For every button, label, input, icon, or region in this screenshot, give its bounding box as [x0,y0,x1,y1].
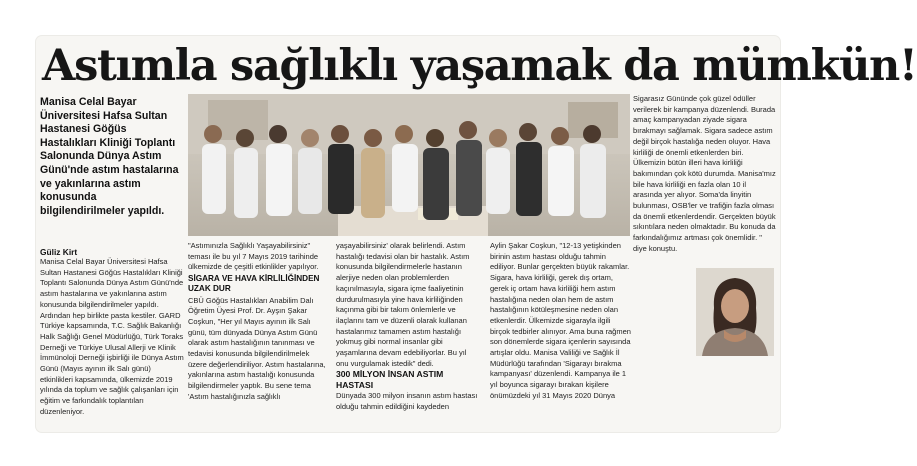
newspaper-clipping [36,36,917,432]
article-column-3 [336,241,478,412]
headline: Astımla sağlıklı yaşamak da mümkün! [42,41,917,91]
subheading-300-million: 300 MİLYON İNSAN ASTIM HASTASI [336,369,444,391]
article-column-4: Aylin Şakar Coşkun, "12-13 yetişkinden birinin astım hastası olduğu tahmin ediliyor. Bunlar gerçekten büyük rakamlar. Sigara, hava kirliliği, gerek dış ortam, gerek iç ortam hava kirliliği hem astım hastalığına neden olan hem de astım hastalığının kötüleşmesine neden olan etkenlerdir. Ülkemizde sigarayla ilgili birçok tedbirler alınıyor. Ama buna rağmen son dönemlerde sigara içenlerin sayısında artışlar oldu. Manisa Valiliği ve Sağlık İl Müdürlüğü tarafından 'Sigarayı bırakma kampanyası' düzenlendi. Kampanya ile 1 yıl boyunca sigarayı bırakan kişilere önümüzdeki yıl 31 Mayıs 2020 Dünya [490,241,631,400]
column-2-text-a: "Astımınızla Sağlıklı Yaşayabilirsiniz" teması ile bu yıl 7 Mayıs 2019 tarihinde ülkemizde de çeşitli etkinlikler yapılıyor. [188,241,319,272]
article-column-1: Manisa Celal Bayar Üniversitesi Hafsa Sultan Hastanesi Göğüs Hastalıkları Kliniği Toplantı Salonunda Dünya Astım Günü'nde astım hastalarına ve yakınlarına astım konusunda bilgilendirilmeler yapıldı. Ardından hep birlikte pasta kestiler. GARD Türkiye kapsamında, T.C. Sağlık Bakanlığı Halk Sağlığı Genel Müdürlüğü, Türk Toraks Derneği ve Türkiye Ulusal Allerji ve Klinik İmmünoloji Derneği işbirliği ile Dünya Astım Günü (Mayıs ayının ilk Salı günü) etkinlikleri kapsamında, ülkemizde 2019 yılında da toplum ve sağlık çalışanları için eğitim ve farkındalık toplantıları düzenleniyor. [40,257,184,416]
column-2-text-b: CBÜ Göğüs Hastalıkları Anabilim Dalı Öğretim Üyesi Prof. Dr. Ayşın Şakar Coşkun, "Her yıl Mayıs ayının ilk Salı günü, tüm dünyada Dünya Astım Günü olarak astım hastalığının tanınması ve tedavisi konusunda bilgilendirilmelek üzere değerlendiriliyor. Astım hastalarına, yakınlarına astım hastalığı konusunda bilgilendirmeler yaptık. Bu sene tema 'Astım hastalığınızla sağlıklı [188,295,326,401]
lead-paragraph: Manisa Celal Bayar Üniversitesi Hafsa Sultan Hastanesi Göğüs Hastalıkları Kliniği Toplantı Salonunda Dünya Astım Günü'nde astım hastalarına ve yakınlarına astım konusunda bilgilendirilmeler yapıldı. [40,96,179,217]
portrait-photo-icon [696,268,774,356]
byline: Güliz Kirt [40,247,78,257]
article-column-2 [188,241,330,403]
article-column-5: Sigarasız Gününde çok güzel ödüller verilerek bir kampanya düzenlendi. Burada amaç kampanyadan ziyade sigara bırakmayı sağlamak. Sigara sadece astım değil birçok hastalığa neden oluyor. Hava kirliliği de önemli etkenlerden biri. Ülkemizin bütün illeri hava kirliliği bakımından çok kötü durumda. Manisa'mız bile hava kirliliği en fazla olan 10 il arasında yer alıyor. Soma'da linyitin bulunması, OSB'ler ve trafiğin fazla olması da önemli etkenlerdendir. Gerçekten büyük sıkıntılara neden olmaktadır. Bu konuda da farkındalığımız artması çok önemlidir. " diye konuştu. [633,94,776,253]
group-photo [188,94,630,236]
group-photo-icon [188,94,630,236]
column-3-text-a: yaşayabilirsiniz' olarak belirlendi. Astım hastalığı tedavisi olan bir hastalık. Astım konusunda bilgilendirmelerle hastanın alerjiye neden olan problemlerden kaçınılmasıyla, sigara içme faaliyetinin durdurulmasıyla yine hava kirliliğinden kaçınma gibi bir takım önlemlerle ve ilaçlarını tam ve düzenli olarak kullanan hastalarımız tamamen astım hastalığı yokmuş gibi normal insanlar gibi yaşamlarına devam edebiliyorlar. Bu yıl onu vurgulamak istedik" dedi. [336,241,470,368]
portrait-photo [696,268,774,356]
column-3-text-b: Dünyada 300 milyon insanın astım hastası olduğu tahmin edildiğini kaydeden [336,390,478,411]
subheading-smoking-pollution: SİGARA VE HAVA KİRLİLİĞİNDEN UZAK DUR [188,274,320,294]
